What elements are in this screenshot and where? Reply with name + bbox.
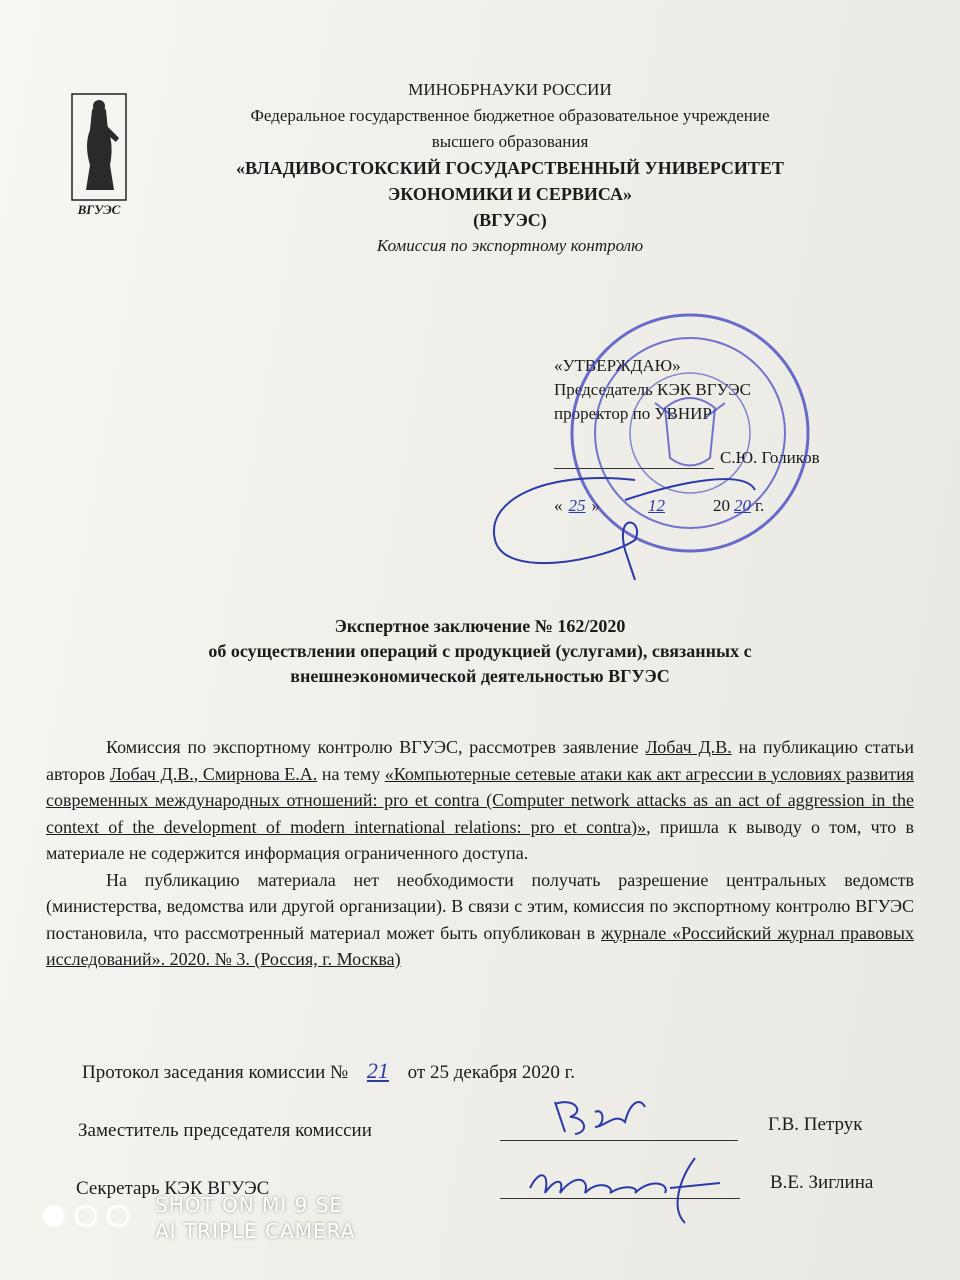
document-title: Экспертное заключение № 162/2020: [334, 616, 626, 636]
university-name-line-2: ЭКОНОМИКИ И СЕРВИСА»: [388, 184, 632, 204]
camera-watermark-text: SHOT ON MI 9 SE AI TRIPLE CAMERA: [155, 1193, 356, 1243]
protocol-number: 21: [366, 1058, 389, 1083]
authors-names: Лобач Д.В., Смирнова Е.А.: [109, 763, 318, 784]
document-subtitle-line-2: внешнеэкономической деятельностью ВГУЭС: [290, 666, 670, 686]
approver-name: С.Ю. Голиков: [720, 448, 820, 467]
applicant-name: Лобач Д.В.: [645, 737, 732, 757]
paragraph-1: Комиссия по экспортному контролю ВГУЭС, рассмотрев заявление Лобач Д.В. на публикацию статьи авторов Лобач Д.В., Смирнова Е.А. на тему «Компьютерные сетевые атаки как акт агрессии в условиях развития современных международных отношений: pro et contra (Computer network attacks as an act of aggression in the context of the development of modern international relations: pro et contra)», пришла к выводу о том, что в материале не содержится информация ограниченного доступа.: [46, 737, 915, 863]
deputy-chair-name: Г.В. Петрук: [768, 1114, 863, 1135]
approval-date-year: 20: [734, 496, 751, 515]
deputy-signature: [545, 1092, 655, 1142]
ministry-name: МИНОБРНАУКИ РОССИИ: [408, 80, 612, 99]
protocol-line: Протокол заседания комиссии № 21 от 25 декабря 2020 г.: [82, 1058, 576, 1083]
document-body: [46, 734, 914, 973]
commission-name: Комиссия по экспортному контролю: [376, 236, 644, 255]
approval-date-day: 25: [568, 496, 586, 515]
approval-heading: «УТВЕРЖДАЮ»: [554, 356, 681, 375]
approval-date: « 25 » 12 20 20 г.: [554, 496, 765, 515]
journal-reference: журнале «Российский журнал правовых исследований». 2020. № 3. (Россия, г. Москва): [46, 922, 915, 969]
secretary-name: В.Е. Зиглина: [770, 1172, 874, 1193]
deputy-chair-title: Заместитель председателя комиссии: [78, 1120, 372, 1141]
article-topic: «Компьютерные сетевые атаки как акт агрессии в условиях развития современных международных отношений: pro et contra (Computer network attacks as an act of aggression in the context of the development of modern international relations: pro et contra)»: [46, 763, 915, 837]
approval-position-2: проректор по УВНИР: [554, 404, 712, 423]
logo-text: ВГУЭС: [77, 202, 121, 217]
institution-line-2: высшего образования: [431, 132, 589, 151]
approval-position-1: Председатель КЭК ВГУЭС: [554, 380, 751, 399]
approver-signature: [485, 440, 765, 590]
university-name-line-1: «ВЛАДИВОСТОКСКИЙ ГОСУДАРСТВЕННЫЙ УНИВЕРСИТЕТ: [236, 158, 784, 178]
institution-line-1: Федеральное государственное бюджетное образовательное учреждение: [250, 106, 770, 125]
university-abbreviation: (ВГУЭС): [473, 210, 547, 230]
camera-watermark-icon: [40, 1202, 140, 1232]
secretary-signature: [520, 1148, 730, 1228]
document-subtitle-line-1: об осуществлении операций с продукцией (услугами), связанных с: [208, 641, 752, 661]
approval-date-month: 12: [648, 496, 665, 515]
university-logo: [64, 90, 134, 220]
paragraph-2: На публикацию материала нет необходимости получать разрешение центральных ведомств (министерства, ведомства или другой организации). В связи с этим, комиссия по экспортному контролю ВГУЭС постановила, что рассмотренный материал может быть опубликован в журнале «Российский журнал правовых исследований». 2020. № 3. (Россия, г. Москва): [46, 869, 915, 969]
secretary-title: Секретарь КЭК ВГУЭС: [76, 1178, 270, 1199]
